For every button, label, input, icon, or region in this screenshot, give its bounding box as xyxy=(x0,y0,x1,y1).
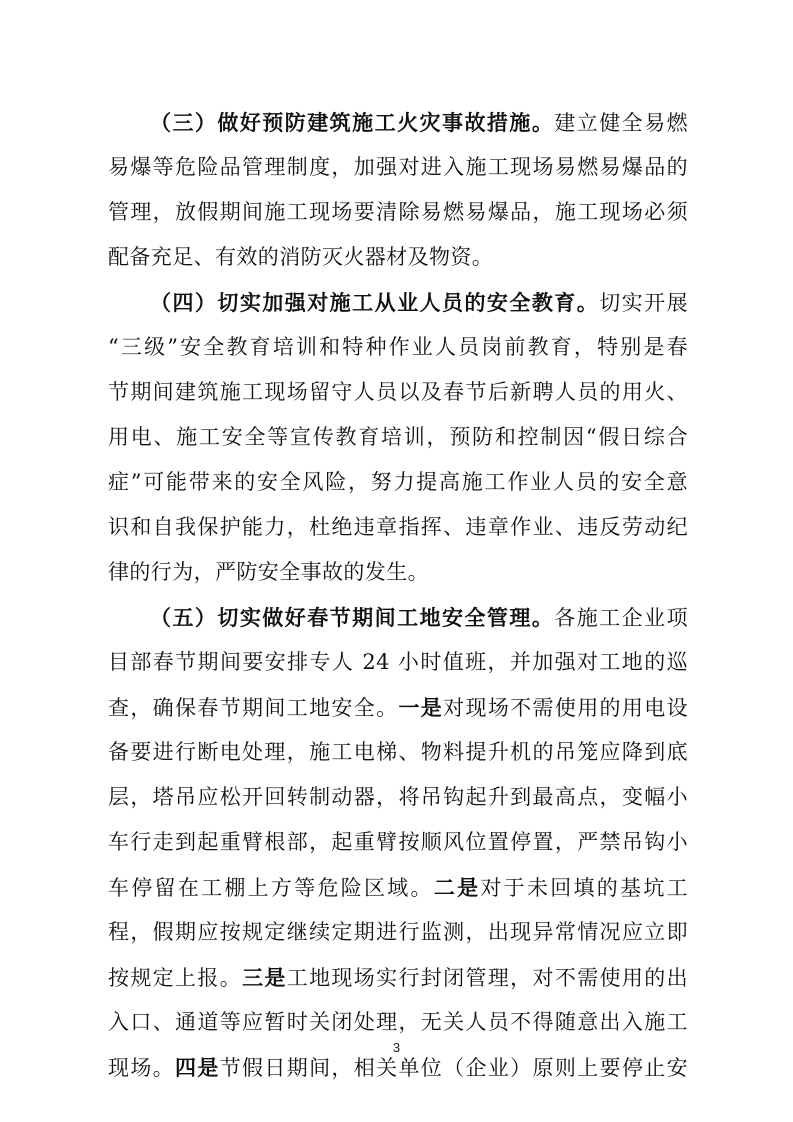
section-heading: （三）做好预防建筑施工火灾事故措施。 xyxy=(150,110,555,135)
enumeration-marker: 一是 xyxy=(398,695,444,720)
paragraph-line: 配备充足、有效的消防灭火器材及物资。 xyxy=(108,245,494,269)
paragraph-line: （五）切实做好春节期间工地安全管理。各施工企业项 xyxy=(150,605,688,630)
paragraph-line: 识和自我保护能力，杜绝违章指挥、违章作业、违反劳动纪 xyxy=(108,515,688,539)
section-heading: （五）切实做好春节期间工地安全管理。 xyxy=(150,605,555,630)
section-heading: （四）切实加强对施工从业人员的安全教育。 xyxy=(150,290,600,315)
paragraph-line: 程，假期应按规定继续定期进行监测，出现异常情况应立即 xyxy=(108,920,688,944)
page-number: 3 xyxy=(392,1040,401,1055)
paragraph-line: （三）做好预防建筑施工火灾事故措施。建立健全易燃 xyxy=(150,110,688,135)
paragraph-line: 车停留在工棚上方等危险区域。二是对于未回填的基坑工 xyxy=(108,875,688,900)
paragraph-line: 易爆等危险品管理制度，加强对进入施工现场易燃易爆品的 xyxy=(108,155,688,179)
paragraph-line: 按规定上报。三是工地现场实行封闭管理，对不需使用的出 xyxy=(108,965,688,990)
enumeration-marker: 四是 xyxy=(175,1055,220,1080)
paragraph-line: 管理，放假期间施工现场要清除易燃易爆品，施工现场必须 xyxy=(108,200,688,224)
paragraph-line: “三级”安全教育培训和特种作业人员岗前教育，特别是春 xyxy=(108,335,688,359)
paragraph-line: 入口、通道等应暂时关闭处理，无关人员不得随意出入施工 xyxy=(108,1010,688,1034)
paragraph-line: 车行走到起重臂根部，起重臂按顺风位置停置，严禁吊钩小 xyxy=(108,830,688,854)
paragraph-line: 现场。四是节假日期间，相关单位（企业）原则上要停止安 xyxy=(108,1055,688,1080)
paragraph-line: （四）切实加强对施工从业人员的安全教育。切实开展 xyxy=(150,290,688,315)
document-body xyxy=(108,100,688,1090)
enumeration-marker: 二是 xyxy=(433,875,481,900)
paragraph-line: 备要进行断电处理，施工电梯、物料提升机的吊笼应降到底 xyxy=(108,740,688,764)
paragraph-line: 节期间建筑施工现场留守人员以及春节后新聘人员的用火、 xyxy=(108,380,688,404)
paragraph-line: 症”可能带来的安全风险，努力提高施工作业人员的安全意 xyxy=(108,470,688,494)
enumeration-marker: 三是 xyxy=(242,965,287,990)
paragraph-line: 用电、施工安全等宣传教育培训，预防和控制因“假日综合 xyxy=(108,425,688,449)
paragraph-line: 律的行为，严防安全事故的发生。 xyxy=(108,560,429,584)
paragraph-line: 目部春节期间要安排专人 24 小时值班，并加强对工地的巡 xyxy=(108,650,688,674)
paragraph-line: 层，塔吊应松开回转制动器，将吊钩起升到最高点，变幅小 xyxy=(108,785,688,809)
paragraph-line: 查，确保春节期间工地安全。一是对现场不需使用的用电设 xyxy=(108,695,688,720)
